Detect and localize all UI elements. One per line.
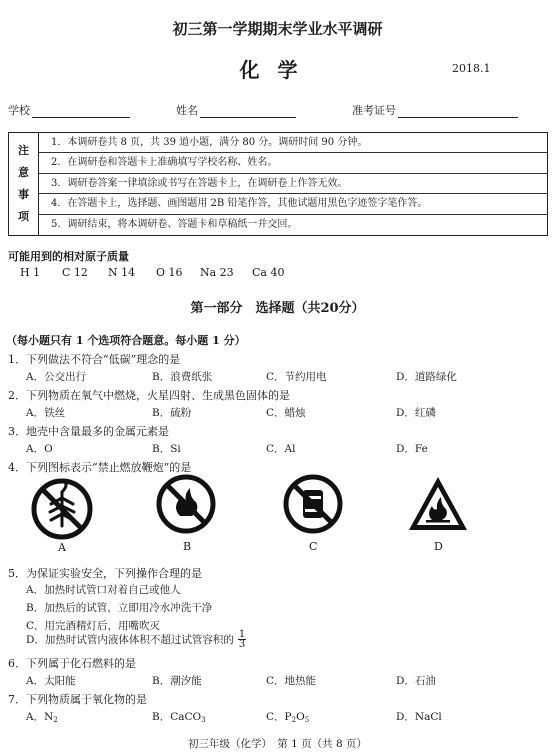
question-stem: 1．下列做法不符合“低碳”理念的是: [8, 353, 181, 366]
icon-d-label: D: [434, 540, 443, 553]
option-d[interactable]: D．Fe: [396, 443, 428, 455]
notice-item: 1．本调研卷共 8 页，共 39 道小题，满分 80 分。调研时间 90 分钟。: [39, 133, 547, 153]
question-stem: 2．下列物质在氧气中燃烧，火星四射、生成黑色固体的是: [8, 389, 290, 402]
notice-label: 注 意 事 项: [9, 133, 39, 235]
atomic-mass: Ca 40: [252, 266, 285, 279]
option-b[interactable]: B．浪费纸张: [152, 371, 213, 383]
option-d[interactable]: D．NaCl: [396, 711, 442, 723]
atomic-mass: H 1: [20, 266, 41, 279]
section-instruction: （每小题只有 1 个选项符合题意。每小题 1 分）: [6, 334, 246, 347]
icon-b-label: B: [183, 540, 192, 553]
option-b[interactable]: B．硫粉: [152, 407, 192, 419]
option-b[interactable]: B．CaCO$_3$: [152, 711, 206, 724]
option-c[interactable]: C．用完酒精灯后，用嘴吹灭: [26, 620, 161, 632]
exam-title: 初三第一学期期末学业水平调研: [172, 20, 383, 38]
school-label: 学校: [8, 104, 30, 117]
exam-number-blank[interactable]: [398, 105, 518, 118]
notice-item: 5．调研结束，将本调研卷、答题卡和草稿纸一并交回。: [51, 218, 298, 230]
option-c[interactable]: C．蜡烛: [266, 407, 306, 419]
question-stem: 7．下列物质属于氧化物的是: [8, 693, 147, 706]
subject-title: 化学: [239, 58, 316, 82]
option-a[interactable]: A．太阳能: [26, 675, 76, 687]
option-c[interactable]: C．地热能: [266, 675, 317, 687]
option-d[interactable]: D．道路绿化: [396, 371, 457, 383]
exam-date: 2018.1: [452, 62, 491, 75]
option-d[interactable]: [26, 630, 246, 649]
notice-item: 4．在答题卡上，选择题、画图题用 2B 铅笔作答，其他试题用黑色字迹签字笔作答。: [39, 194, 547, 214]
atomic-mass: Na 23: [200, 266, 234, 279]
section-title: 第一部分 选择题（共20分）: [190, 301, 365, 316]
option-b[interactable]: B．Si: [152, 443, 181, 455]
icon-a-label: A: [58, 541, 66, 554]
option-d[interactable]: D．石油: [396, 675, 436, 687]
option-a[interactable]: A．铁丝: [26, 407, 66, 419]
notice-item: 3．调研卷答案一律填涂或书写在答题卡上，在调研卷上作答无效。: [39, 174, 547, 194]
question-stem: 4．下列图标表示“禁止燃放鞭炮”的是: [8, 461, 192, 474]
atomic-masses-title: 可能用到的相对原子质量: [8, 250, 129, 263]
atomic-mass: O 16: [156, 266, 183, 279]
page-footer: 初三年级（化学） 第 1 页（共 8 页）: [188, 738, 367, 750]
exam-number-field: [352, 102, 518, 118]
option-b[interactable]: B．潮汐能: [152, 675, 202, 687]
option-b[interactable]: B．加热后的试管，立即用冷水冲洗干净: [26, 602, 213, 614]
option-d[interactable]: D．红磷: [396, 407, 436, 419]
name-label: 姓名: [176, 104, 198, 117]
option-c[interactable]: C．Al: [266, 443, 296, 455]
atomic-mass: C 12: [62, 266, 88, 279]
option-a[interactable]: A．加热时试管口对着自己或他人: [26, 584, 181, 596]
option-c[interactable]: C．节约用电: [266, 371, 327, 383]
icon-c-label: C: [309, 540, 318, 553]
name-field: [176, 102, 296, 118]
prohibition-barrel-icon[interactable]: [283, 474, 343, 534]
exam-number-label: 准考证号: [352, 104, 396, 117]
no-firecrackers-icon[interactable]: [31, 478, 93, 540]
fraction-one-third: $\frac{1}{3}$: [238, 629, 246, 650]
option-c[interactable]: C．$P_2O_5$: [266, 711, 310, 724]
notice-box: [8, 132, 548, 236]
school-field: [8, 102, 130, 118]
name-blank[interactable]: [200, 105, 296, 118]
option-d-text: D．加热时试管内液体体积不超过试管容积的: [26, 634, 234, 646]
no-open-flame-icon[interactable]: [156, 474, 216, 534]
school-blank[interactable]: [32, 105, 130, 118]
question-stem: 3．地壳中含量最多的金属元素是: [8, 425, 169, 438]
flammable-warning-icon[interactable]: [406, 474, 470, 534]
atomic-mass: N 14: [108, 266, 136, 279]
option-a[interactable]: A．公交出行: [26, 371, 87, 383]
option-a[interactable]: A．$N_2$: [26, 711, 58, 724]
option-a[interactable]: A．O: [26, 443, 53, 455]
question-stem: 5．为保证实验安全，下列操作合理的是: [8, 567, 202, 580]
notice-items: [39, 133, 547, 235]
question-stem: 6．下列属于化石燃料的是: [8, 657, 136, 670]
notice-item: 2．在调研卷和答题卡上准确填写学校名称、姓名。: [39, 153, 547, 173]
